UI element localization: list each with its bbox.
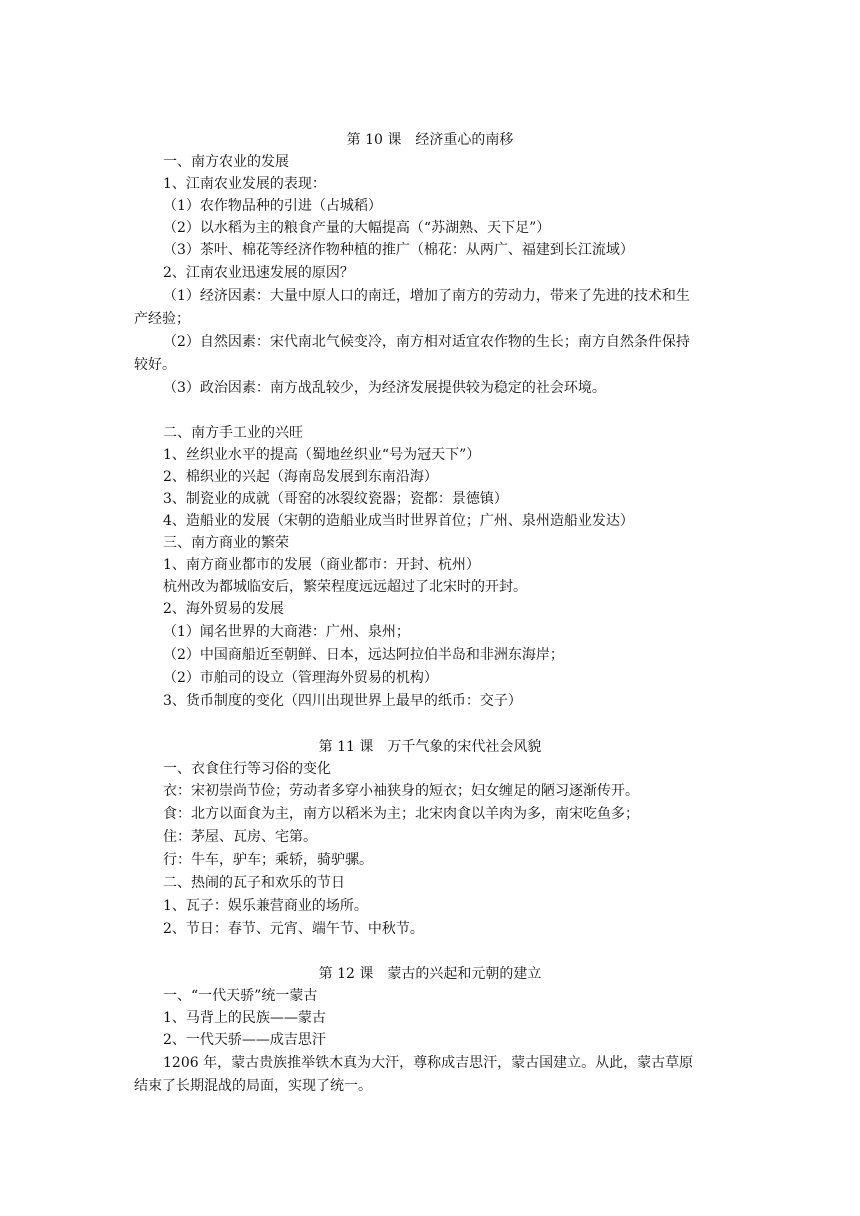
text-line: 2、节日：春节、元宵、端午节、中秋节。 — [163, 921, 424, 937]
section-heading: 二、南方手工业的兴旺 — [163, 425, 303, 441]
text-line: 4、造船业的发展（宋朝的造船业成当时世界首位；广州、泉州造船业发达） — [163, 513, 634, 529]
text-line: （2）以水稻为主的粮食产量的大幅提高（“苏湖熟、天下足”） — [163, 220, 551, 236]
lesson-11-title: 第 11 课 万千气象的宋代社会风貌 — [318, 739, 542, 755]
section-heading: 一、“一代天骄”统一蒙古 — [163, 988, 318, 1004]
text-line: 2、江南农业迅速发展的原因？ — [163, 265, 354, 281]
text-line: 2、棉织业的兴起（海南岛发展到东南沿海） — [163, 469, 438, 485]
text-line: （2）自然因素：宋代南北气候变冷，南方相对适宜农作物的生长；南方自然条件保持 — [163, 334, 690, 350]
lesson-12-title: 第 12 课 蒙古的兴起和元朝的建立 — [318, 966, 542, 982]
text-line: （2）市舶司的设立（管理海外贸易的机构） — [163, 670, 438, 686]
text-line: 3、制瓷业的成就（哥窑的冰裂纹瓷器；瓷都：景德镇） — [163, 491, 508, 507]
text-line: 住：茅屋、瓦房、宅第。 — [163, 829, 317, 845]
text-line: 1、马背上的民族——蒙古 — [163, 1010, 326, 1026]
text-line: （3）政治因素：南方战乱较少，为经济发展提供较为稳定的社会环境。 — [163, 380, 606, 396]
text-line: 1206 年，蒙古贵族推举铁木真为大汗，尊称成吉思汗，蒙古国建立。从此，蒙古草原 — [163, 1055, 694, 1071]
text-line: 3、货币制度的变化（四川出现世界上最早的纸币：交子） — [163, 693, 522, 709]
text-line: 食：北方以面食为主，南方以稻米为主；北宋肉食以羊肉为多，南宋吃鱼多； — [163, 806, 639, 822]
lesson-10-title: 第 10 课 经济重心的南移 — [346, 132, 514, 148]
text-line: 1、江南农业发展的表现： — [163, 176, 326, 192]
text-line: 1、瓦子：娱乐兼营商业的场所。 — [163, 898, 368, 914]
text-line: （1）经济因素：大量中原人口的南迁，增加了南方的劳动力，带来了先进的技术和生 — [163, 288, 690, 304]
text-line: 较好。 — [134, 357, 176, 373]
text-line: （1）闻名世界的大商港：广州、泉州； — [163, 624, 410, 640]
text-line: 行：牛车，驴车；乘轿，骑驴骡。 — [163, 852, 373, 868]
text-line: 产经验； — [134, 311, 190, 327]
text-line: （2）中国商船近至朝鲜、日本，远达阿拉伯半岛和非洲东海岸； — [163, 647, 564, 663]
section-heading: 一、衣食住行等习俗的变化 — [163, 761, 331, 777]
text-line: 2、海外贸易的发展 — [163, 601, 284, 617]
section-heading: 三、南方商业的繁荣 — [163, 535, 289, 551]
text-line: 1、南方商业都市的发展（商业都市：开封、杭州） — [163, 557, 480, 573]
text-line: 杭州改为都城临安后，繁荣程度远远超过了北宋时的开封。 — [163, 579, 527, 595]
text-line: （1）农作物品种的引进（占城稻） — [163, 198, 382, 214]
text-line: 1、丝织业水平的提高（蜀地丝织业“号为冠天下”） — [163, 447, 481, 463]
text-line: 衣：宋初崇尚节俭；劳动者多穿小袖狭身的短衣；妇女缠足的陋习逐渐传开。 — [163, 783, 639, 799]
text-line: 结束了长期混战的局面，实现了统一。 — [134, 1078, 372, 1094]
text-line: （3）茶叶、棉花等经济作物种植的推广（棉花：从两广、福建到长江流域） — [163, 242, 634, 258]
section-heading: 一、南方农业的发展 — [163, 154, 289, 170]
text-line: 2、一代天骄——成吉思汗 — [163, 1032, 326, 1048]
section-heading: 二、热闹的瓦子和欢乐的节日 — [163, 875, 345, 891]
